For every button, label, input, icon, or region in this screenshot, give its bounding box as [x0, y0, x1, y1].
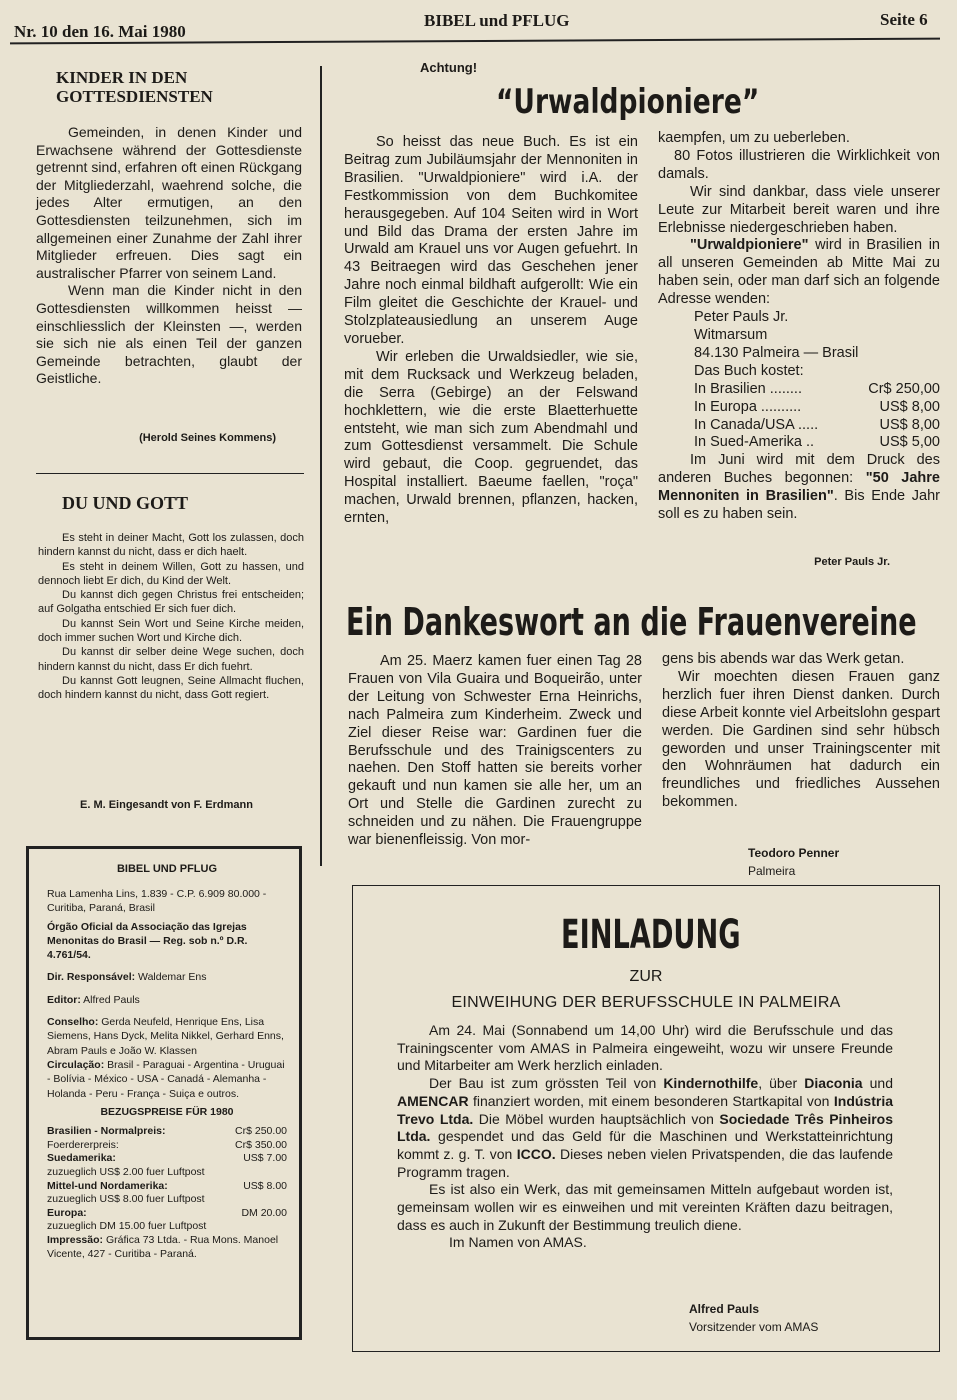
price-value: Cr$ 350.00 [235, 1138, 287, 1151]
poem-stanza: Es steht in deinem Willen, Gott zu hassen, und dennoch liebt Er dich, du Kind der Welt. [38, 560, 304, 587]
price-label: Mittel-und Nordamerika: [47, 1179, 168, 1192]
urwald-col2-text: Im Juni wird mit dem Druck des anderen Buches begonnen: [658, 452, 940, 487]
price-row [47, 1180, 287, 1194]
du-und-gott-poem [38, 531, 304, 703]
einladung-text: , über [758, 1075, 805, 1092]
prices-title: BEZUGSPREISE FÜR 1980 [100, 1105, 234, 1118]
einladung-text: Dieses neben vielen Privatspenden, die das laufende Programm tragen. [397, 1145, 893, 1180]
price-label: In Brasilien ........ [694, 380, 802, 397]
price-line [694, 381, 940, 399]
price-label: zuzueglich US$ 8.00 fuer Luftpost [47, 1193, 205, 1206]
dank-headline: Ein Dankeswort an die Frauenvereine [346, 600, 917, 644]
dank-author: Teodoro Penner [748, 846, 840, 860]
urwald-col2-text: wird in Brasilien in all unseren Gemeinden ab Mitte Mai zu haben sein, oder man darf sich an folgende Adresse wenden: [658, 237, 940, 308]
price-value: Cr$ 250.00 [235, 1125, 287, 1138]
einladung-zur: ZUR [629, 968, 663, 985]
dank-column-2 [662, 651, 940, 812]
editor-value: Alfred Pauls [83, 993, 140, 1006]
price-value: Cr$ 250,00 [868, 380, 940, 397]
sponsor-name: Sociedade Três Pinheiros Ltda. [397, 1110, 894, 1145]
circulation-label: Circulação: [47, 1058, 105, 1071]
price-row [47, 1207, 287, 1221]
sponsor-name: Diaconia [804, 1075, 863, 1092]
editor-label: Editor: [47, 993, 81, 1006]
einladung-subtitle: EINWEIHUNG DER BERUFSSCHULE IN PALMEIRA [451, 994, 841, 1011]
price-label: Suedamerika: [47, 1152, 116, 1165]
council-value: Gerda Neufeld, Henrique Ens, Lisa Siemens, Hans Dyck, Melita Nikkel, Gerhard Enns, Abram Pauls e João W. Klassen [47, 1016, 284, 1057]
price-label: Europa: [47, 1206, 87, 1219]
header-issue: Nr. 10 den 16. Mai 1980 [14, 22, 186, 41]
urwald-col2-paragraph-5 [658, 452, 940, 524]
dank-paragraph-continued: gens bis abends war das Werk getan. [662, 651, 905, 667]
einladung-author-role: Vorsitzender vom AMAS [689, 1320, 819, 1334]
price-value: US$ 8.00 [243, 1179, 287, 1192]
dank-paragraph: Am 25. Maerz kamen fuer einen Tag 28 Frauen von Vila Guaira und Boqueirão, unter der Leitung von Schwester Erna Heinrichs, nach Palmeira zum Kinderheim. Zweck und Ziel dieser Reise war: Gardinen fuer die Berufsschule und des Trainigscenters zu naehen. Den Stoff hatten sie bereits vorher gekauft und nun kamen sie alle her, um an Ort und Stelle die Gardinen zurecht zu schneiden und zu nähen. Die Frauengruppe war bienenfleissig. Von mor- [348, 653, 642, 849]
price-line [694, 417, 940, 435]
einladung-text: Der Bau ist zum grössten Teil von [429, 1075, 664, 1092]
poem-stanza: Du kannst Gott leugnen, Seine Allmacht fluchen, doch hindern kannst du nicht, dass Gott regiert. [38, 674, 304, 702]
address-line: Peter Pauls Jr. [694, 309, 789, 326]
impressum-title: BIBEL UND PFLUG [116, 863, 218, 875]
urwald-column-2 [658, 130, 940, 524]
price-row [47, 1220, 287, 1234]
price-label: zuzueglich US$ 2.00 fuer Luftpost [47, 1165, 205, 1178]
price-value: US$ 5,00 [879, 434, 940, 451]
price-label: zuzueglich DM 15.00 fuer Luftpost [47, 1220, 207, 1233]
sponsor-name: AMENCAR [397, 1092, 469, 1109]
impressum-address: Rua Lamenha Lins, 1.839 - C.P. 6.909 80.000 - Curitiba, Paraná, Brasil [47, 888, 267, 915]
du-und-gott-title: DU UND GOTT [62, 493, 189, 513]
header-paper-name: BIBEL und PFLUG [424, 11, 570, 30]
price-value: US$ 8,00 [879, 416, 940, 433]
address-line: Witmarsum [694, 326, 768, 343]
impressum-editor [47, 993, 287, 1007]
price-row [47, 1152, 287, 1166]
price-value: US$ 8,00 [879, 398, 940, 415]
printer-value: Gráfica 73 Ltda. - Rua Mons. Manoel Vicente, 427 - Curitiba - Paraná. [47, 1233, 279, 1260]
impressum-printer [47, 1234, 287, 1261]
poem-stanza: Es steht in deiner Macht, Gott los zulassen, doch hindern kannst du nicht, dass er dich haelt. [38, 532, 304, 559]
einladung-title: EINLADUNG [561, 912, 741, 958]
price-row [47, 1139, 287, 1153]
einladung-text: gespendet und das Geld für die Maschinen und Werkstatteinrichtung kommt z. g. T. von [397, 1128, 893, 1162]
dank-paragraph-2: Wir moechten diesen Frauen ganz herzlich fuer ihren Dienst danken. Durch diese Arbeit konnte viel Arbeitslohn gespart werden. Die Gardinen sind sehr hübsch geworden und unser Trainingscenter mit den Wohnräumen hat dadurch ein freundliches und friedliches Aussehen bekommen. [662, 668, 940, 811]
dank-place: Palmeira [748, 864, 796, 878]
du-und-gott-author: E. M. Eingesandt von F. Erdmann [80, 799, 253, 811]
circulation-value: Brasil - Paraguai - Argentina - Uruguai - Bolívia - México - USA - Canadá - Alemanha - Holanda - Peru - França - Suiça e outros. [47, 1058, 285, 1100]
price-label: In Sued-Amerika .. [694, 434, 815, 451]
price-value: DM 20.00 [241, 1206, 287, 1219]
poem-stanza: Du kannst Sein Wort und Seine Kirche meiden, doch immer suchen Wort und Kirche dich. [38, 617, 304, 645]
urwald-col2-paragraph-1: kaempfen, um zu ueberleben. [658, 130, 850, 146]
urwald-address [658, 309, 940, 452]
price-line [694, 399, 940, 417]
urwald-kicker: Achtung! [420, 60, 478, 75]
kinder-title: KINDER IN DEN GOTTESDIENSTEN [56, 68, 213, 106]
impressum-council [47, 1015, 287, 1058]
price-row [47, 1125, 287, 1139]
urwald-author: Peter Pauls Jr. [814, 556, 890, 568]
price-label: In Europa .......... [694, 398, 802, 415]
urwald-column-1 [344, 134, 638, 528]
price-row [47, 1166, 287, 1180]
einladung-body [397, 1022, 893, 1252]
address-line: Das Buch kostet: [694, 362, 804, 379]
einladung-text: und [862, 1075, 893, 1092]
book-title-bold: "50 Jahre Mennoniten in Brasilien" [658, 470, 940, 505]
kinder-paragraph-1: Gemeinden, in denen Kinder und Erwachsene während der Gottesdienste getrennt sind, erfahren oft einen Rückgang der Mitgliederzahl, waehrend solche, die jedes Alter ermutigen, an den Gottesdiensten teilzunehmen, sich im allgemeinen einer Zunahme der Zahl ihrer Mitglieder erfreuen. Dies sagt ein australischer Pfarrer von seinem Land. [36, 124, 302, 281]
price-label: Foerdererpreis: [47, 1138, 119, 1151]
sponsor-name: ICCO. [516, 1145, 556, 1162]
urwald-col2-paragraph-4 [658, 237, 940, 309]
urwald-paragraph-1: So heisst das neue Buch. Es ist ein Beitrag zum Jubiläumsjahr der Mennoniten in Brasilien. "Urwaldpioniere" wird i.A. der Festkommission von dem Buchkomitee herausgegeben. Auf 104 Seiten wird in Wort und Bild das Drama der ersten Jahre im Urwald am Krauel uns vor Augen gefuehrt. In 43 Beitraegen wird das Geschehen jener Jahre noch einmal bildhaft aufgerollt: Wie ein Film gleitet die Geschichte der Krauel- und Stolzplateausiedlung an unserem Auge vorueber. [344, 134, 638, 347]
dank-column-1 [348, 653, 642, 850]
price-label: Brasilien - Normalpreis: [47, 1125, 166, 1138]
impressum-circulation [47, 1058, 287, 1101]
impressum-box [26, 846, 302, 1340]
urwald-col2-paragraph-3: Wir sind dankbar, dass viele unserer Leute zur Mitarbeit bereit waren und ihre Erlebnisse niedergeschrieben haben. [658, 183, 940, 236]
director-label: Dir. Responsável: [47, 971, 136, 984]
einladung-paragraph-1: Am 24. Mai (Sonnabend um 14,00 Uhr) wird die Berufsschule und das Trainingscenter vom AMAS in Palmeira eingeweiht, wozu wir unsere Freunde und Mitarbeiter am Werk herzlich einladen. [397, 1022, 893, 1074]
impressum-director [47, 970, 287, 984]
impressum-text [47, 887, 287, 1261]
sponsor-name: Kindernothilfe [663, 1075, 759, 1092]
einladung-text: Die Möbel wurden hauptsächlich von [473, 1110, 720, 1127]
urwald-col2-text: . Bis Ende Jahr soll es zu haben sein. [658, 488, 940, 523]
einladung-paragraph-4: Im Namen von AMAS. [449, 1234, 587, 1251]
einladung-paragraph-3: Es ist also ein Werk, das mit gemeinsamen Mitteln aufgebaut worden ist, gemeinsam wollen wir es einweihen und mit vereinten Kräften dazu beitragen, dass es auch in Zukunft der Bestimmung treulich diene. [397, 1181, 893, 1233]
einladung-paragraph-2 [397, 1075, 893, 1181]
kinder-paragraph-2: Wenn man die Kinder nicht in den Gottesdiensten willkommen heisst — einschliesslich der Kleinsten —, werden sie sich nie als einen Teil der ganzen Gemeinde betrachten, glaubt der Geistliche. [36, 282, 302, 387]
director-value: Waldemar Ens [138, 971, 207, 984]
kinder-body [36, 124, 302, 388]
sponsor-name: Indústria Trevo Ltda. [397, 1092, 893, 1127]
price-row [47, 1193, 287, 1207]
header-page-number: Seite 6 [880, 10, 928, 29]
price-label: In Canada/USA ..... [694, 416, 819, 433]
address-line: 84.130 Palmeira — Brasil [694, 344, 859, 361]
price-table [47, 1125, 287, 1234]
einladung-author: Alfred Pauls [689, 1302, 760, 1316]
price-value: US$ 7.00 [243, 1152, 287, 1165]
book-title-bold: "Urwaldpioniere" [690, 237, 809, 254]
urwald-col2-paragraph-2: 80 Fotos illustrieren die Wirklichkeit von damals. [658, 147, 940, 182]
poem-stanza: Du kannst dich gegen Christus frei entscheiden; auf Golgatha entschied Er sich fuer dich. [38, 589, 304, 616]
urwald-paragraph-2: Wir erleben die Urwaldsiedler, wie sie, mit dem Rucksack und Werkzeug beladen, die Serra (Gebirge) an der Felswand hochklettern, wie die erste Blaetterhuette entsteht, wie man sich zum Abendmahl und zum Gottesdienst versammelt. Die Schule wird gebaut, die Coop. gegruendet, das Hospital installiert. Baeume faellen, "roça" machen, Urwald brennen, pflanzen, hacken, ernten, [344, 348, 638, 527]
kinder-source: (Herold Seines Kommens) [139, 432, 276, 444]
council-label: Conselho: [47, 1016, 99, 1029]
poem-stanza: Du kannst dir selber deine Wege suchen, doch hindern kannst du nicht, dass Er dich fuehrt. [38, 646, 304, 673]
einladung-box [352, 885, 940, 1352]
price-line [694, 434, 940, 452]
column-divider [320, 66, 322, 866]
printer-label: Impressão: [47, 1233, 104, 1246]
impressum-organ: Órgão Oficial da Associação das Igrejas Menonitas do Brasil — Reg. sob n.º D.R. 4.761/54. [47, 920, 248, 962]
kinder-divider [36, 473, 304, 474]
urwald-headline: “Urwaldpioniere” [496, 82, 760, 122]
einladung-text: finanziert worden, mit einem besonderen Startkapital von [468, 1092, 834, 1109]
